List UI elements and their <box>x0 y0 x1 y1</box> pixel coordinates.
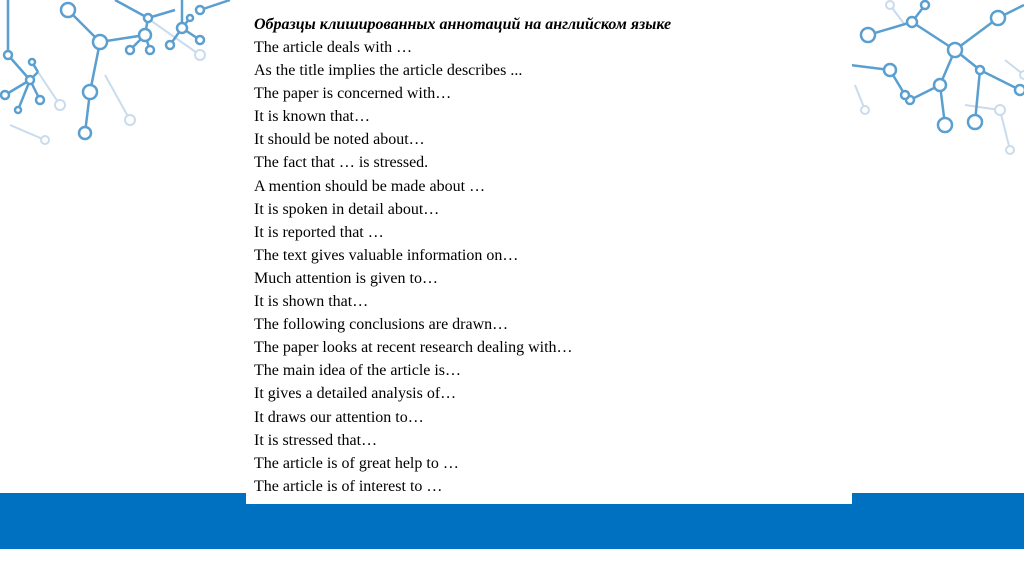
phrase-item: The article is of great help to … <box>254 454 459 472</box>
footer-strip <box>0 549 1024 574</box>
phrase-item: The main idea of the article is… <box>254 362 462 380</box>
phrase-item: It gives a detailed analysis of… <box>254 385 457 403</box>
phrase-item: It is known that… <box>254 108 370 126</box>
phrase-item: The paper looks at recent research dealing with… <box>254 339 573 357</box>
phrase-item: It is reported that … <box>254 223 384 241</box>
phrase-list <box>254 36 844 498</box>
phrase-item: The following conclusions are drawn… <box>254 316 509 334</box>
phrase-item: The article is of interest to … <box>254 477 443 495</box>
phrase-item: The text gives valuable information on… <box>254 246 519 264</box>
phrase-item: It draws our attention to… <box>254 408 424 426</box>
phrase-item: It should be noted about… <box>254 131 425 149</box>
phrase-item: As the title implies the article describes ... <box>254 62 523 80</box>
phrase-item: Much attention is given to… <box>254 269 438 287</box>
phrase-item: The fact that … is stressed. <box>254 154 429 172</box>
molecule-network-left-icon <box>0 0 240 160</box>
phrase-item: It is spoken in detail about… <box>254 200 440 218</box>
phrase-item: It is stressed that… <box>254 431 378 449</box>
phrase-item: A mention should be made about … <box>254 177 486 195</box>
phrase-item: The article deals with … <box>254 39 413 56</box>
phrase-item: It is shown that… <box>254 293 369 311</box>
page-title: Образцы клишированных аннотаций на английском языке <box>254 16 672 33</box>
molecule-network-right-icon <box>850 0 1024 170</box>
annotation-text-block <box>254 13 844 498</box>
phrase-item: The paper is concerned with… <box>254 85 452 103</box>
